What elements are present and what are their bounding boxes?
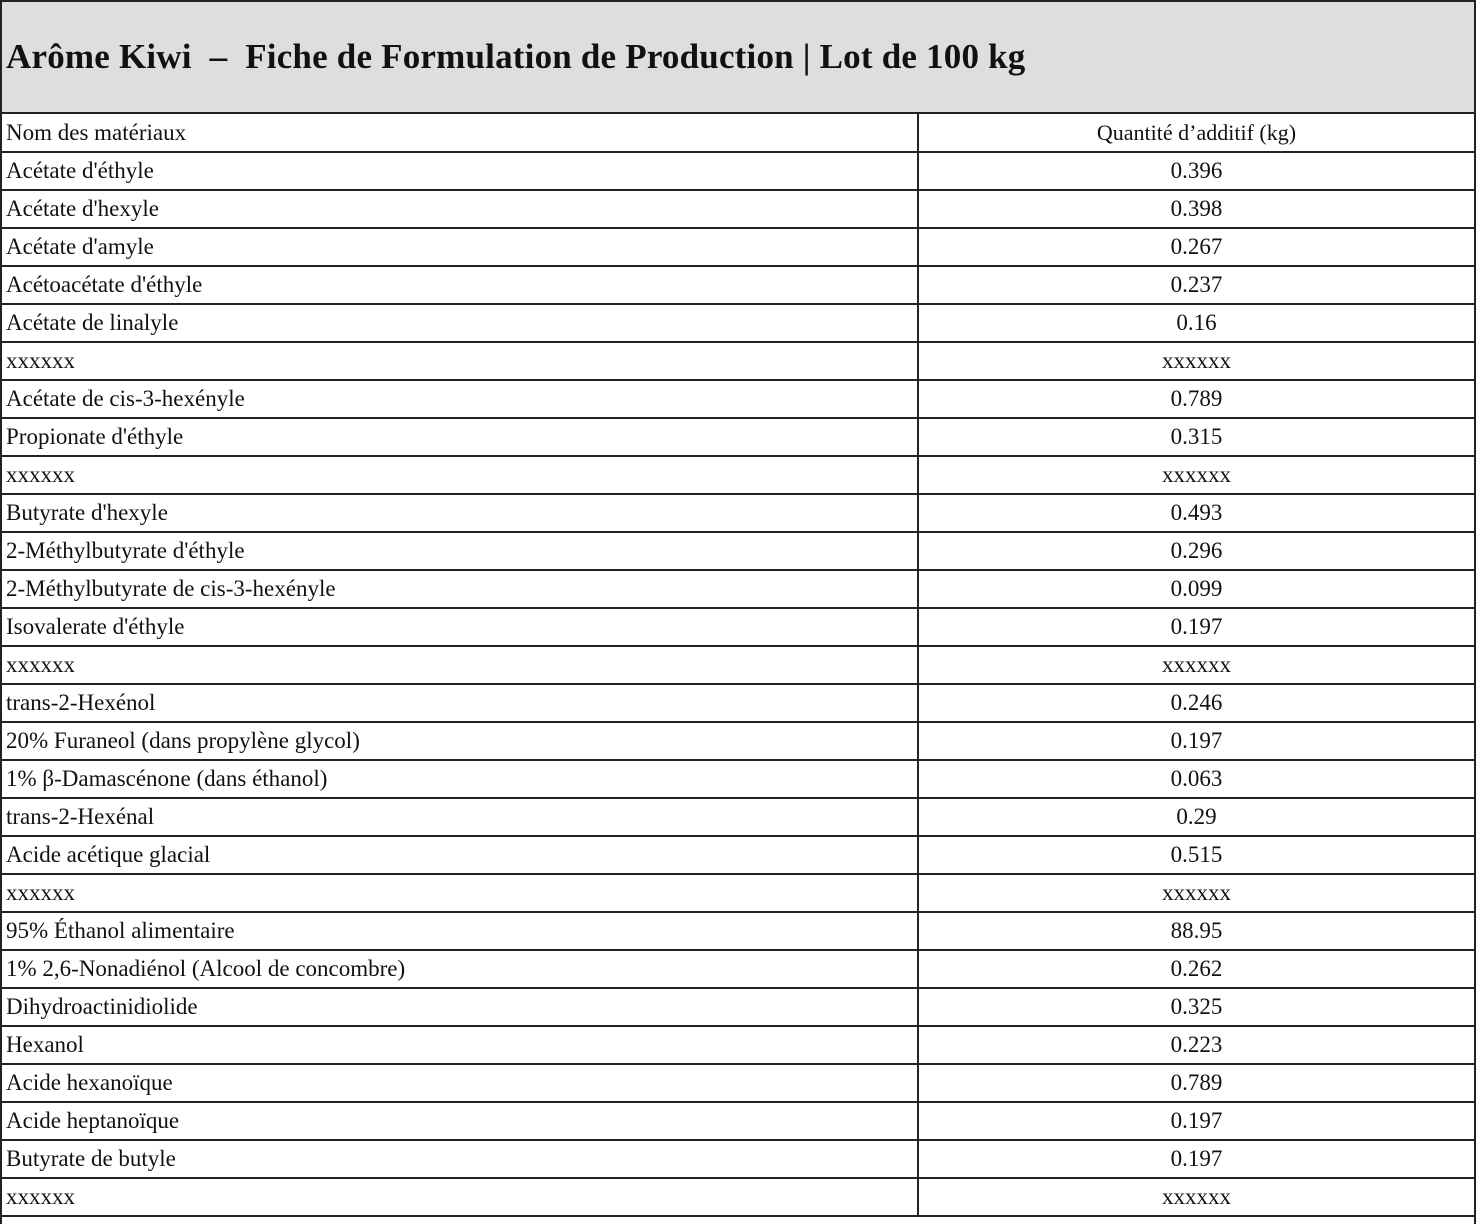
title-bar bbox=[2, 2, 1474, 114]
quantity-cell: 0.789 bbox=[918, 380, 1474, 418]
material-name-cell: Isovalerate d'éthyle bbox=[2, 608, 918, 646]
quantity-cell: 0.267 bbox=[918, 228, 1474, 266]
header-material-name: Nom des matériaux bbox=[2, 114, 918, 152]
material-name-cell: 1% 2,6-Nonadiénol (Alcool de concombre) bbox=[2, 950, 918, 988]
quantity-cell: 0.099 bbox=[918, 570, 1474, 608]
quantity-cell: xxxxxx bbox=[918, 456, 1474, 494]
quantity-cell: 0.197 bbox=[918, 608, 1474, 646]
table-row bbox=[2, 342, 1474, 380]
table-row bbox=[2, 494, 1474, 532]
quantity-cell: 0.237 bbox=[918, 266, 1474, 304]
material-name-cell: Butyrate d'hexyle bbox=[2, 494, 918, 532]
quantity-cell: 0.223 bbox=[918, 1026, 1474, 1064]
table-row bbox=[2, 1064, 1474, 1102]
material-name-cell: xxxxxx bbox=[2, 874, 918, 912]
quantity-cell: 0.396 bbox=[918, 152, 1474, 190]
material-name-cell: Acide heptanoïque bbox=[2, 1102, 918, 1140]
quantity-cell: 88.95 bbox=[918, 912, 1474, 950]
material-name-cell: trans-2-Hexénol bbox=[2, 684, 918, 722]
material-name-cell: xxxxxx bbox=[2, 342, 918, 380]
material-name-cell: Butyrate de butyle bbox=[2, 1140, 918, 1178]
material-name-cell: 95% Éthanol alimentaire bbox=[2, 912, 918, 950]
table-row bbox=[2, 190, 1474, 228]
table-row bbox=[2, 988, 1474, 1026]
table-row bbox=[2, 798, 1474, 836]
materials-table bbox=[2, 114, 1474, 1217]
table-row bbox=[2, 874, 1474, 912]
material-name-cell: xxxxxx bbox=[2, 646, 918, 684]
quantity-cell: 0.296 bbox=[918, 532, 1474, 570]
quantity-cell: 0.315 bbox=[918, 418, 1474, 456]
material-name-cell: Acide hexanoïque bbox=[2, 1064, 918, 1102]
table-row bbox=[2, 532, 1474, 570]
material-name-cell: trans-2-Hexénal bbox=[2, 798, 918, 836]
quantity-cell: xxxxxx bbox=[918, 646, 1474, 684]
table-row bbox=[2, 836, 1474, 874]
table-row bbox=[2, 1102, 1474, 1140]
material-name-cell: Acide acétique glacial bbox=[2, 836, 918, 874]
quantity-cell: 0.063 bbox=[918, 760, 1474, 798]
quantity-cell: 0.515 bbox=[918, 836, 1474, 874]
material-name-cell: Hexanol bbox=[2, 1026, 918, 1064]
material-name-cell: Acétate de linalyle bbox=[2, 304, 918, 342]
table-row bbox=[2, 1140, 1474, 1178]
material-name-cell: 20% Furaneol (dans propylène glycol) bbox=[2, 722, 918, 760]
quantity-cell: xxxxxx bbox=[918, 342, 1474, 380]
table-row bbox=[2, 266, 1474, 304]
table-header-row bbox=[2, 114, 1474, 152]
material-name-cell: 2-Méthylbutyrate de cis-3-hexényle bbox=[2, 570, 918, 608]
quantity-cell: 0.325 bbox=[918, 988, 1474, 1026]
table-row bbox=[2, 760, 1474, 798]
quantity-cell: 0.29 bbox=[918, 798, 1474, 836]
table-row bbox=[2, 456, 1474, 494]
material-name-cell: Acétate d'amyle bbox=[2, 228, 918, 266]
table-row bbox=[2, 304, 1474, 342]
quantity-cell: xxxxxx bbox=[918, 1178, 1474, 1216]
quantity-cell: xxxxxx bbox=[918, 874, 1474, 912]
table-row bbox=[2, 608, 1474, 646]
table-row bbox=[2, 912, 1474, 950]
material-name-cell: Acétate d'hexyle bbox=[2, 190, 918, 228]
table-row bbox=[2, 152, 1474, 190]
table-row bbox=[2, 722, 1474, 760]
table-row bbox=[2, 950, 1474, 988]
material-name-cell: xxxxxx bbox=[2, 456, 918, 494]
material-name-cell: Propionate d'éthyle bbox=[2, 418, 918, 456]
sheet-title: Arôme Kiwi – Fiche de Formulation de Production | Lot de 100 kg bbox=[6, 37, 1026, 76]
table-row bbox=[2, 380, 1474, 418]
quantity-cell: 0.197 bbox=[918, 722, 1474, 760]
table-row bbox=[2, 228, 1474, 266]
material-name-cell: xxxxxx bbox=[2, 1178, 918, 1216]
table-row bbox=[2, 418, 1474, 456]
header-quantity: Quantité d’additif (kg) bbox=[918, 114, 1474, 152]
material-name-cell: Acétate d'éthyle bbox=[2, 152, 918, 190]
table-row bbox=[2, 1026, 1474, 1064]
material-name-cell: 1% β-Damascénone (dans éthanol) bbox=[2, 760, 918, 798]
table-row bbox=[2, 570, 1474, 608]
quantity-cell: 0.197 bbox=[918, 1140, 1474, 1178]
table-row bbox=[2, 1178, 1474, 1216]
table-row bbox=[2, 646, 1474, 684]
quantity-cell: 0.262 bbox=[918, 950, 1474, 988]
quantity-cell: 0.789 bbox=[918, 1064, 1474, 1102]
material-name-cell: Dihydroactinidiolide bbox=[2, 988, 918, 1026]
quantity-cell: 0.16 bbox=[918, 304, 1474, 342]
quantity-cell: 0.246 bbox=[918, 684, 1474, 722]
table-row bbox=[2, 684, 1474, 722]
material-name-cell: Acétate de cis-3-hexényle bbox=[2, 380, 918, 418]
quantity-cell: 0.493 bbox=[918, 494, 1474, 532]
material-name-cell: 2-Méthylbutyrate d'éthyle bbox=[2, 532, 918, 570]
quantity-cell: 0.197 bbox=[918, 1102, 1474, 1140]
material-name-cell: Acétoacétate d'éthyle bbox=[2, 266, 918, 304]
quantity-cell: 0.398 bbox=[918, 190, 1474, 228]
materials-table-body bbox=[2, 152, 1474, 1216]
